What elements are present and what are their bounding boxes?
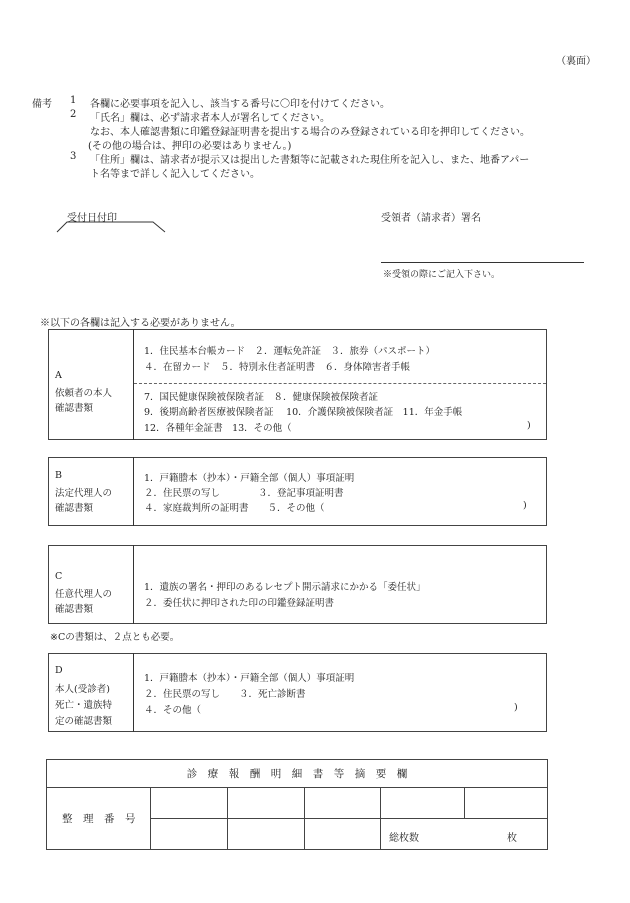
section-c-item: ２．委任状に押印された印の印鑑登録証明書 (144, 598, 335, 609)
id-number-cell[interactable] (304, 788, 381, 819)
back-side-label: （裏面） (556, 56, 596, 67)
section-a-item: 12．各種年金証書 13．その他（ (144, 423, 292, 434)
signature-note: ※受領の際にご記入下さい。 (383, 270, 501, 280)
signature-line[interactable] (381, 262, 584, 263)
stamp-bracket (55, 220, 170, 234)
section-a-letter: A (55, 370, 62, 381)
section-b-letter: B (55, 470, 62, 481)
section-d-title: 死亡・遺族特 (55, 700, 113, 711)
section-a-item: 1．住民基本台帳カード ２．運転免許証 ３．旅券（パスポート） (144, 346, 436, 357)
section-b-item: ２．住民票の写し ３．登記事項証明書 (144, 488, 344, 499)
section-a-close-paren: ) (527, 420, 531, 431)
reception-stamp-label: 受付日付印 (67, 213, 117, 224)
section-c-title: 確認書類 (55, 604, 94, 615)
id-number-cell[interactable] (304, 819, 381, 850)
total-sheets-label: 総枚数 (389, 833, 420, 844)
note-3-num: 3 (70, 151, 77, 162)
note-3-text: ト名等まで詳しく記入してください。 (90, 169, 260, 180)
id-number-cell[interactable] (151, 819, 228, 850)
section-d-item: ４．その他（ (144, 705, 202, 716)
id-number-cell[interactable] (227, 819, 304, 850)
note-1-text: 各欄に必要事項を記入し、該当する番号に〇印を付けてください。 (90, 99, 390, 110)
section-c-item: 1．遺族の署名・押印のあるレセプト開示請求にかかる「委任状」 (144, 582, 426, 593)
section-a-item: 7．国民健康保険被保険者証 ８．健康保険被保険者証 (144, 392, 379, 403)
section-c-note: ※Cの書類は、２点とも必要。 (50, 632, 180, 643)
id-number-cell[interactable] (465, 788, 548, 819)
section-d-item: 1．戸籍謄本（抄本）・戸籍全部（個人）事項証明 (144, 673, 355, 684)
section-d-title: 本人(受診者) (55, 684, 110, 695)
no-fill-note: ※以下の各欄は記入する必要がありません。 (40, 318, 241, 329)
note-2-text: 「氏名」欄は、必ず請求者本人が署名してください。 (90, 113, 330, 124)
section-d-item: ２．住民票の写し ３．死亡診断書 (144, 689, 306, 700)
section-c-letter: C (55, 571, 63, 582)
section-d-letter: D (55, 665, 63, 676)
section-d-title: 定の確認書類 (55, 716, 113, 727)
section-b-item: ４．家庭裁判所の証明書 ５．その他（ (144, 503, 325, 514)
note-2-num: 2 (70, 109, 77, 120)
section-a-title: 依頼者の本人 (55, 388, 113, 399)
section-b-close-paren: ) (523, 500, 527, 511)
section-a-title: 確認書類 (55, 403, 94, 414)
note-3-text: 「住所」欄は、請求者が提示又は提出した書類等に記載された現住所を記入し、また、地番アパー (90, 155, 530, 166)
section-b-title: 確認書類 (55, 503, 94, 514)
summary-title: 診 療 報 酬 明 細 書 等 摘 要 欄 (47, 760, 548, 788)
section-b-title: 法定代理人の (55, 488, 113, 499)
sheets-unit: 枚 (507, 833, 518, 844)
section-b-item: 1．戸籍謄本（抄本）・戸籍全部（個人）事項証明 (144, 473, 355, 484)
section-c-title: 任意代理人の (55, 589, 113, 600)
notes-label: 備考 (32, 99, 52, 110)
id-number-label: 整 理 番 号 (47, 788, 151, 850)
section-a-dashed-divider (134, 383, 546, 384)
signature-label: 受領者（請求者）署名 (381, 213, 481, 224)
section-a-item: 9．後期高齢者医療被保険者証 10．介護保険被保険者証 11．年金手帳 (144, 407, 463, 418)
section-a-divider (133, 329, 134, 440)
section-d-divider (133, 653, 134, 732)
note-2-text: (その他の場合は、押印の必要はありません。) (88, 141, 292, 152)
section-a-item: ４．在留カード ５．特別永住者証明書 ６．身体障害者手帳 (144, 362, 411, 373)
section-c-divider (133, 545, 134, 624)
id-number-cell[interactable] (151, 788, 228, 819)
section-d-close-paren: ) (514, 702, 518, 713)
id-number-cell[interactable] (381, 788, 465, 819)
section-b-divider (133, 457, 134, 526)
total-sheets-cell[interactable] (381, 819, 548, 850)
summary-table (46, 759, 548, 850)
note-2-text: なお、本人確認書類に印鑑登録証明書を提出する場合のみ登録されている印を押印してください。 (90, 127, 530, 138)
id-number-cell[interactable] (227, 788, 304, 819)
note-1-num: 1 (70, 95, 77, 106)
